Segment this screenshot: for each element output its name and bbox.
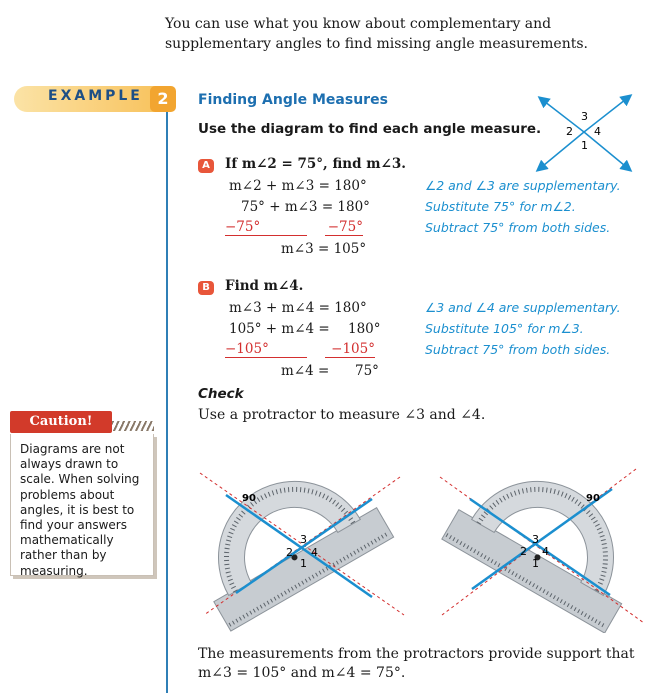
part-b-result-left: m∠4 = xyxy=(281,363,330,379)
check-text: Use a protractor to measure ∠3 and ∠4. xyxy=(198,407,486,423)
part-b-eq2-right: 180° xyxy=(348,321,381,337)
part-a-prompt: If m∠2 = 75°, find m∠3. xyxy=(225,156,406,172)
protractor-label-4: 4 xyxy=(311,546,318,559)
part-a-sub-right: −75° xyxy=(325,219,363,236)
protractor-reading: 90 xyxy=(242,493,256,504)
line-ray xyxy=(538,132,584,170)
part-b-note2: Substitute 105° for m∠3. xyxy=(425,321,584,336)
protractor-label-2: 2 xyxy=(286,546,293,559)
part-a-note2: Substitute 75° for m∠2. xyxy=(425,199,576,214)
protractor-label-1: 1 xyxy=(532,557,539,570)
part-b-badge: B xyxy=(198,281,214,295)
protractor-label-2: 2 xyxy=(520,545,527,558)
part-a-badge: A xyxy=(198,159,214,173)
protractor-reading: 90 xyxy=(586,493,600,504)
part-a-eq1: m∠2 + m∠3 = 180° xyxy=(229,178,367,194)
intersecting-lines-diagram xyxy=(532,92,640,176)
part-a-note3: Subtract 75° from both sides. xyxy=(425,220,611,235)
part-b-prompt: Find m∠4. xyxy=(225,278,304,294)
protractor-label-3: 3 xyxy=(300,533,307,546)
line-ray xyxy=(584,132,630,170)
example-number: 2 xyxy=(150,86,176,112)
conclusion-text: The measurements from the protractors provide support that m∠3 = 105° and m∠4 = 75°. xyxy=(198,646,635,681)
example-rule xyxy=(166,88,168,693)
caution-text: Diagrams are not always drawn to scale. When solving problems about angles, it is best to find your answers mathematically rather than by measuring. xyxy=(20,442,140,578)
part-a-sub-left: −75° xyxy=(225,219,307,236)
line-ray xyxy=(584,96,630,132)
left-protractor-illustration xyxy=(196,455,408,633)
part-b-sub-left: −105° xyxy=(225,341,307,358)
part-a-result: m∠3 = 105° xyxy=(281,241,367,257)
right-protractor-illustration xyxy=(436,455,648,633)
angle-label-1: 1 xyxy=(581,139,588,152)
example-title: Finding Angle Measures xyxy=(198,92,388,108)
part-a-note1: ∠2 and ∠3 are supplementary. xyxy=(425,178,621,193)
angle-label-2: 2 xyxy=(566,125,573,138)
part-b-note1: ∠3 and ∠4 are supplementary. xyxy=(425,300,621,315)
protractor-label-3: 3 xyxy=(532,533,539,546)
angle-label-3: 3 xyxy=(581,110,588,123)
caution-hatch xyxy=(112,421,154,431)
part-a-eq2: 75° + m∠3 = 180° xyxy=(241,199,370,215)
part-b-result-right: 75° xyxy=(355,363,379,379)
part-b-eq2-left: 105° + m∠4 = xyxy=(229,321,330,337)
directions: Use the diagram to find each angle measure. xyxy=(198,121,542,137)
check-heading: Check xyxy=(198,386,244,402)
intro-text: You can use what you know about complementary and supplementary angles to find missing angle measurements. xyxy=(165,16,588,52)
angle-label-4: 4 xyxy=(594,125,601,138)
part-b-sub-right: −105° xyxy=(325,341,375,358)
line-ray xyxy=(540,98,584,132)
protractor-label-4: 4 xyxy=(542,545,549,558)
part-b-eq1: m∠3 + m∠4 = 180° xyxy=(229,300,367,316)
caution-title: Caution! xyxy=(10,411,112,433)
part-b-note3: Subtract 75° from both sides. xyxy=(425,342,611,357)
protractor-label-1: 1 xyxy=(300,557,307,570)
example-label: EXAMPLE xyxy=(48,88,143,104)
